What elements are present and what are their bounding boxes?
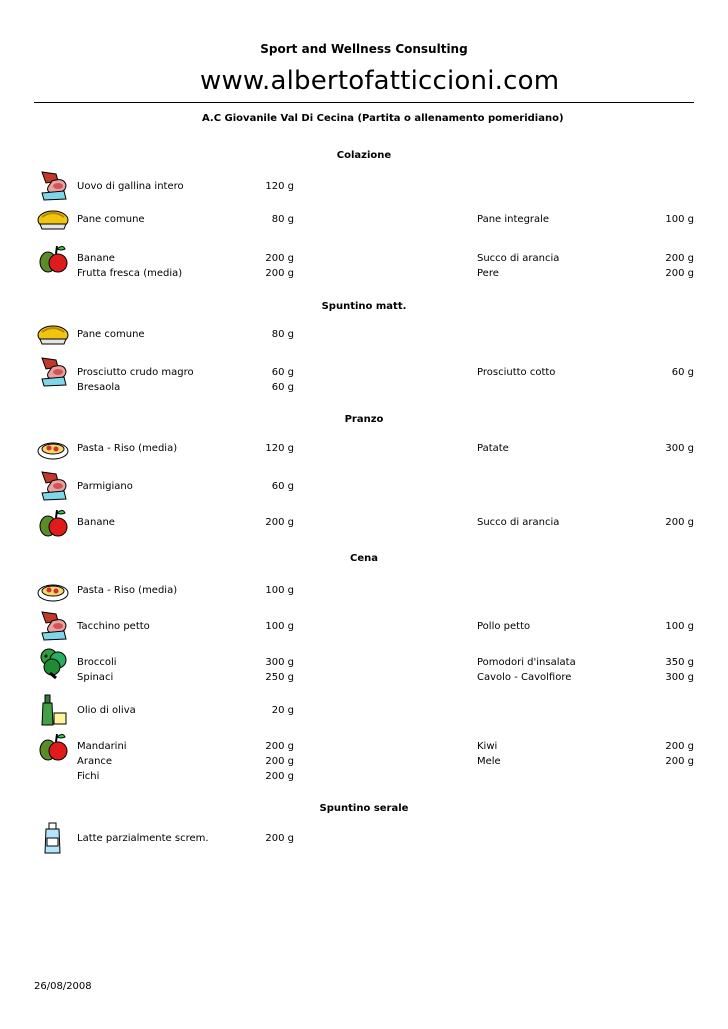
alternative-item-name: Prosciutto cotto (477, 367, 556, 378)
food-item-name: Frutta fresca (media) (77, 268, 183, 279)
food-item-name: Fichi (77, 771, 100, 782)
food-item-name: Prosciutto crudo magro (77, 367, 194, 378)
alternative-item-qty: 100 g (665, 621, 694, 632)
food-item-qty: 100 g (265, 585, 294, 596)
food-item-qty: 20 g (271, 705, 294, 716)
oil-icon (36, 693, 70, 727)
pasta-icon (36, 431, 70, 465)
alternative-item-qty: 200 g (665, 253, 694, 264)
section-colazione: Colazione (336, 150, 392, 161)
food-item-name: Pasta - Riso (media) (77, 443, 178, 454)
alternative-item-name: Mele (477, 756, 501, 767)
food-item-name: Banane (77, 253, 115, 264)
food-item-qty: 60 g (271, 382, 294, 393)
section-spuntino-matt: Spuntino matt. (321, 301, 407, 312)
food-item-name: Pane comune (77, 214, 145, 225)
print-date: 26/08/2008 (34, 981, 92, 992)
food-item-name: Spinaci (77, 672, 114, 683)
bread-icon (36, 202, 70, 236)
food-item-name: Latte parzialmente screm. (77, 833, 209, 844)
food-item-qty: 200 g (265, 253, 294, 264)
food-item-name: Bresaola (77, 382, 121, 393)
meat-icon (36, 355, 70, 389)
food-item-qty: 60 g (271, 481, 294, 492)
food-item-name: Uovo di gallina intero (77, 181, 184, 192)
alternative-item-qty: 300 g (665, 672, 694, 683)
alternative-item-qty: 60 g (671, 367, 694, 378)
food-item-name: Olio di oliva (77, 705, 136, 716)
food-item-name: Broccoli (77, 657, 117, 668)
food-item-qty: 120 g (265, 443, 294, 454)
food-item-name: Parmigiano (77, 481, 133, 492)
section-cena: Cena (350, 553, 378, 564)
alternative-item-qty: 200 g (665, 741, 694, 752)
pasta-icon (36, 573, 70, 607)
alternative-item-qty: 200 g (665, 517, 694, 528)
food-item-qty: 60 g (271, 367, 294, 378)
bread-icon (36, 317, 70, 351)
alternative-item-qty: 200 g (665, 756, 694, 767)
food-item-name: Pasta - Riso (media) (77, 585, 178, 596)
food-item-qty: 200 g (265, 771, 294, 782)
alternative-item-name: Cavolo - Cavolfiore (477, 672, 572, 683)
fruit-icon (36, 241, 70, 275)
meat-icon (36, 169, 70, 203)
section-spuntino-serale: Spuntino serale (319, 803, 409, 814)
header-divider (34, 102, 694, 103)
alternative-item-name: Succo di arancia (477, 517, 560, 528)
website-url: www.albertofatticcioni.com (200, 66, 560, 96)
food-item-qty: 200 g (265, 517, 294, 528)
food-item-qty: 100 g (265, 621, 294, 632)
meat-icon (36, 469, 70, 503)
company-name: Sport and Wellness Consulting (260, 42, 468, 56)
alternative-item-name: Succo di arancia (477, 253, 560, 264)
food-item-qty: 200 g (265, 268, 294, 279)
alternative-item-name: Pomodori d'insalata (477, 657, 576, 668)
alternative-item-name: Pere (477, 268, 499, 279)
food-item-name: Banane (77, 517, 115, 528)
alternative-item-qty: 350 g (665, 657, 694, 668)
alternative-item-qty: 300 g (665, 443, 694, 454)
fruit-icon (36, 505, 70, 539)
food-item-qty: 200 g (265, 741, 294, 752)
food-item-qty: 250 g (265, 672, 294, 683)
food-item-name: Arance (77, 756, 113, 767)
meat-icon (36, 609, 70, 643)
alternative-item-qty: 100 g (665, 214, 694, 225)
food-item-qty: 120 g (265, 181, 294, 192)
alternative-item-name: Pane integrale (477, 214, 550, 225)
food-item-name: Pane comune (77, 329, 145, 340)
food-item-qty: 80 g (271, 214, 294, 225)
alternative-item-name: Kiwi (477, 741, 498, 752)
food-item-qty: 200 g (265, 756, 294, 767)
page-subtitle: A.C Giovanile Val Di Cecina (Partita o allenamento pomeridiano) (202, 113, 564, 124)
food-item-name: Tacchino petto (77, 621, 150, 632)
alternative-item-qty: 200 g (665, 268, 694, 279)
alternative-item-name: Patate (477, 443, 509, 454)
alternative-item-name: Pollo petto (477, 621, 531, 632)
food-item-qty: 300 g (265, 657, 294, 668)
food-item-qty: 200 g (265, 833, 294, 844)
food-item-qty: 80 g (271, 329, 294, 340)
fruit-icon (36, 729, 70, 763)
vegetable-icon (36, 645, 70, 679)
food-item-name: Mandarini (77, 741, 127, 752)
milk-icon (36, 821, 70, 855)
section-pranzo: Pranzo (344, 414, 384, 425)
